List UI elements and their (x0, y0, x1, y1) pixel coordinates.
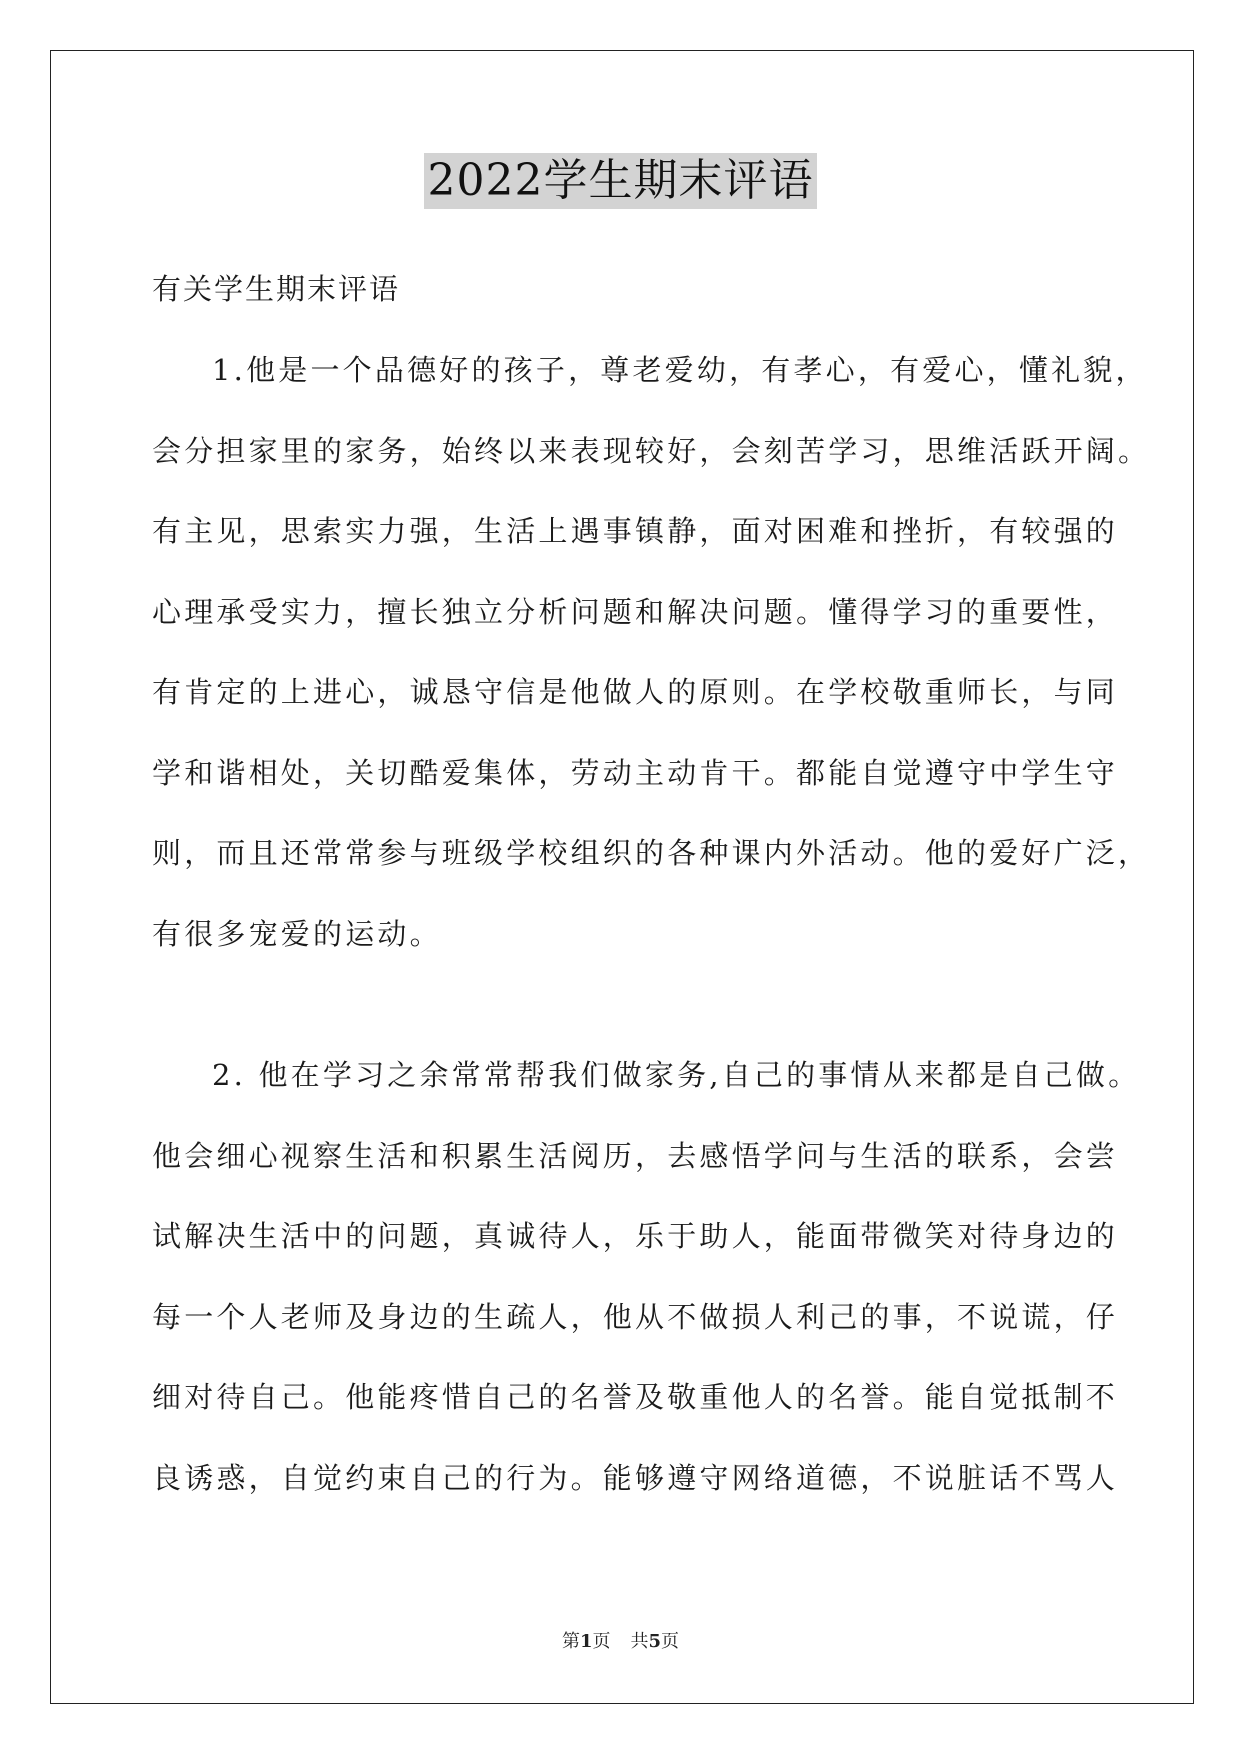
paragraph-line: 则，而且还常常参与班级学校组织的各种课内外活动。他的爱好广泛， (152, 836, 1151, 870)
document-subtitle: 有关学生期末评语 (152, 272, 401, 306)
paragraph-line: 有肯定的上进心，诚恳守信是他做人的原则。在学校敬重师长，与同 (152, 675, 1119, 709)
footer-page-unit: 页 (592, 1631, 611, 1652)
footer-total-prefix: 共 (630, 1631, 649, 1652)
title-container (0, 153, 1241, 209)
page-footer (0, 1630, 1241, 1654)
paragraph-line: 他会细心视察生活和积累生活阅历，去感悟学问与生活的联系，会尝 (152, 1138, 1119, 1173)
footer-prefix: 第 (561, 1631, 580, 1652)
footer-current-page: 1 (579, 1631, 593, 1652)
paragraph-line: 1.他是一个品德好的孩子，尊老爱幼，有孝心，有爱心，懂礼貌， (212, 353, 1148, 387)
paragraph-line: 学和谐相处，关切酷爱集体，劳动主动肯干。都能自觉遵守中学生守 (152, 755, 1119, 790)
paragraph-1 (152, 350, 1150, 994)
paragraph-line: 会分担家里的家务，始终以来表现较好，会刻苦学习，思维活跃开阔。 (152, 433, 1151, 468)
paragraph-line: 试解决生活中的问题，真诚待人，乐于助人，能面带微笑对待身边的 (152, 1219, 1119, 1253)
footer-total-pages: 5 (648, 1631, 662, 1652)
paragraph-line: 心理承受实力，擅长独立分析问题和解决问题。懂得学习的重要性， (152, 594, 1119, 629)
footer-total-unit: 页 (661, 1631, 680, 1652)
document-title: 2022学生期末评语 (424, 153, 818, 209)
paragraph-line: 有很多宠爱的运动。 (152, 916, 442, 951)
paragraph-line: 细对待自己。他能疼惜自己的名誉及敬重他人的名誉。能自觉抵制不 (152, 1380, 1119, 1414)
paragraph-2 (152, 1055, 1140, 1538)
paragraph-line: 有主见，思索实力强，生活上遇事镇静，面对困难和挫折，有较强的 (152, 514, 1119, 548)
paragraph-line: 良诱惑，自觉约束自己的行为。能够遵守网络道德，不说脏话不骂人 (152, 1460, 1119, 1495)
paragraph-line: 每一个人老师及身边的生疏人，他从不做损人利己的事，不说谎，仔 (152, 1299, 1119, 1334)
paragraph-line: 2. 他在学习之余常常帮我们做家务,自己的事情从来都是自己做。 (212, 1058, 1141, 1092)
